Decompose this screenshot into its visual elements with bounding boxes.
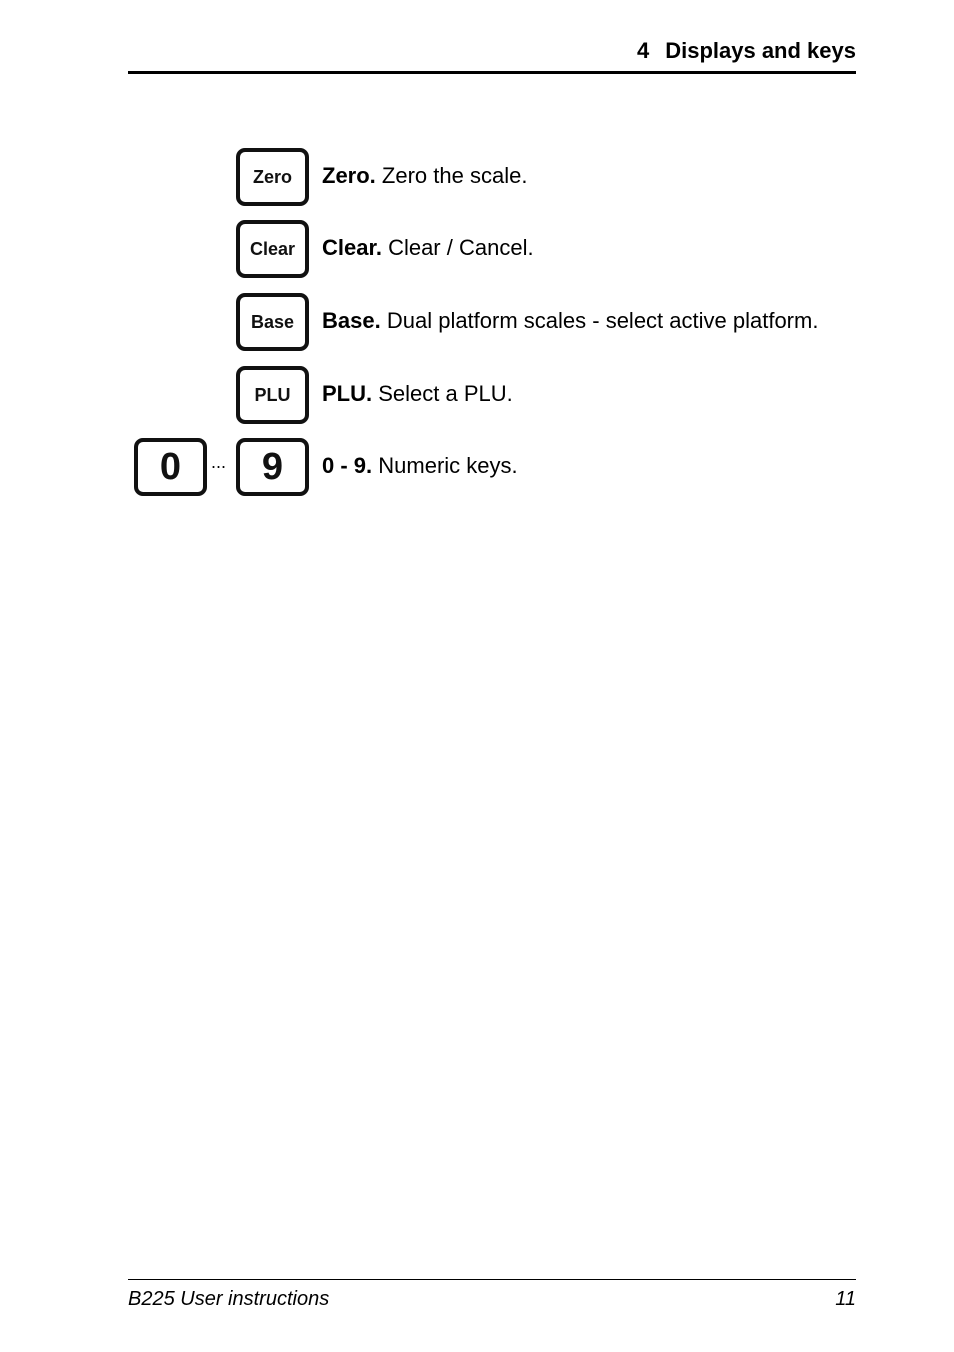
clear-key-description (322, 235, 534, 261)
chapter-number: 4 (636, 38, 650, 63)
zero-key-icon: Zero (236, 148, 309, 206)
page-header-title (637, 38, 856, 64)
digit-nine-key-icon: 9 (236, 438, 309, 496)
base-key-icon: Base (236, 293, 309, 351)
footer-divider (128, 1279, 856, 1280)
numeric-keys-text: Numeric keys. (378, 453, 518, 478)
plu-key-text: Select a PLU. (378, 381, 513, 406)
clear-key-icon: Clear (236, 220, 309, 278)
plu-key-description (322, 381, 513, 407)
zero-key-name: Zero. (322, 163, 376, 188)
zero-key-description (322, 163, 527, 189)
numeric-keys-description (322, 453, 518, 479)
plu-key-icon: PLU (236, 366, 309, 424)
numeric-keys-name: 0 - 9. (322, 453, 373, 478)
clear-key-text: Clear / Cancel. (388, 235, 534, 260)
clear-key-name: Clear. (322, 235, 382, 260)
zero-key-text: Zero the scale. (381, 163, 528, 188)
base-key-description (322, 308, 818, 334)
base-key-text: Dual platform scales - select active platform. (386, 308, 819, 333)
numeric-range-ellipsis: ... (211, 452, 227, 472)
plu-key-name: PLU. (322, 381, 373, 406)
footer-page-number: 11 (835, 1288, 856, 1310)
chapter-title: Displays and keys (665, 38, 856, 63)
base-key-name: Base. (322, 308, 381, 333)
digit-zero-key-icon: 0 (134, 438, 207, 496)
footer-document-title: B225 User instructions (128, 1288, 330, 1310)
header-divider (128, 71, 856, 74)
